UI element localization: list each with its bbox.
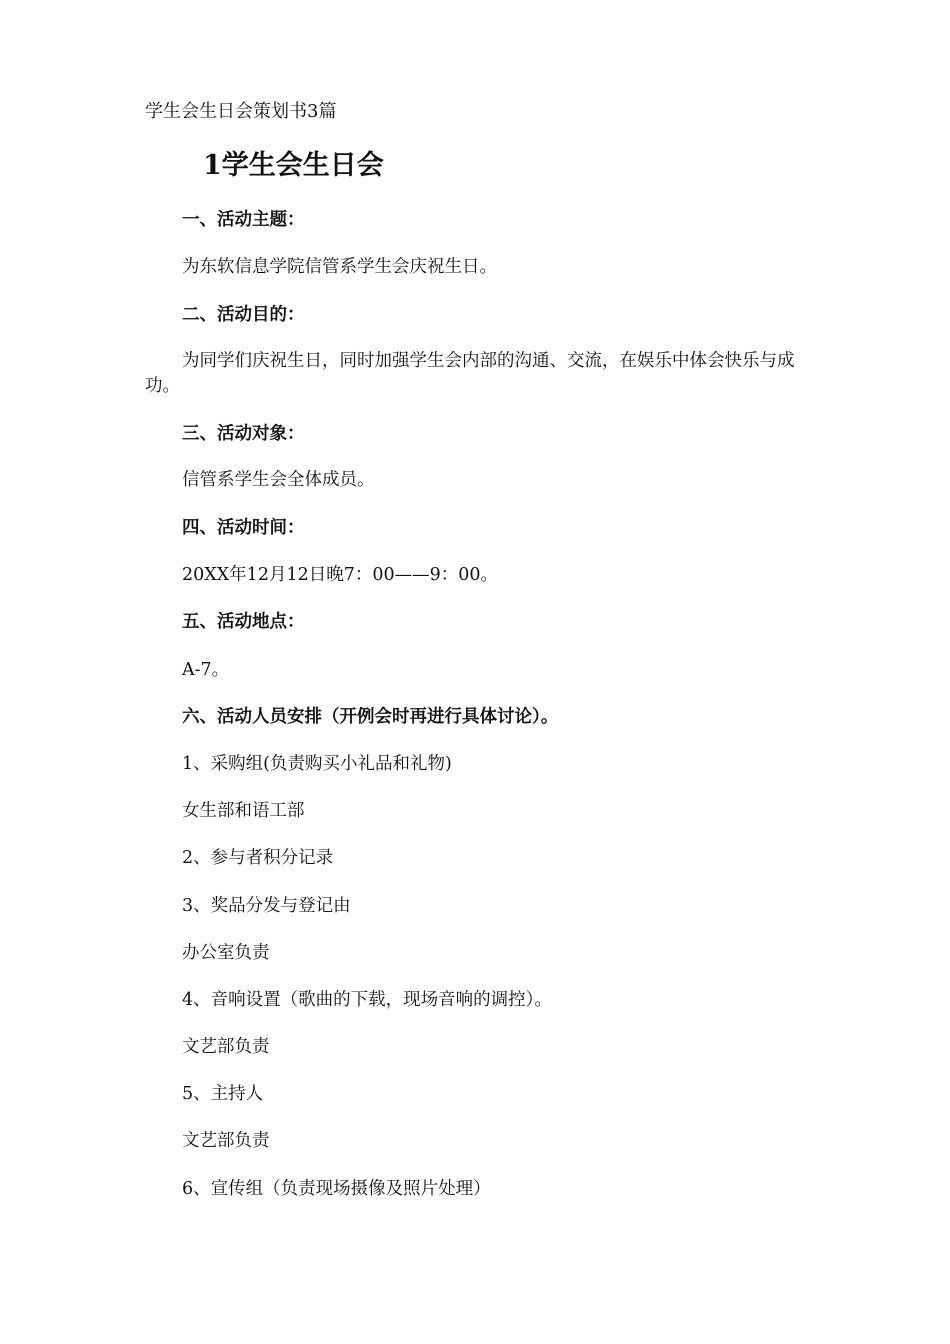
section-text-time: 20XX年12月12日晚7：00——9：00。 — [182, 565, 499, 585]
list-item: 办公室负责 — [182, 943, 270, 963]
section-heading-staffing: 六、活动人员安排（开例会时再进行具体讨论）。 — [182, 707, 559, 727]
section-heading-location: 五、活动地点： — [182, 612, 305, 632]
section-heading-audience: 三、活动对象： — [182, 424, 305, 444]
main-heading: 1学生会生日会 — [203, 150, 384, 181]
list-item: 4、音响设置（歌曲的下载，现场音响的调控）。 — [182, 990, 552, 1010]
section-heading-theme: 一、活动主题： — [182, 210, 305, 230]
section-heading-time: 四、活动时间： — [182, 518, 305, 538]
document-title: 学生会生日会策划书3篇 — [145, 101, 337, 122]
list-item: 女生部和语工部 — [182, 801, 305, 821]
list-item: 1、采购组(负责购买小礼品和礼物) — [182, 754, 452, 774]
list-item: 3、奖品分发与登记由 — [182, 896, 351, 916]
section-text-audience: 信管系学生会全体成员。 — [182, 470, 375, 490]
section-text-location: A-7。 — [182, 660, 230, 680]
list-item: 文艺部负责 — [182, 1037, 270, 1057]
section-text-purpose: 为同学们庆祝生日，同时加强学生会内部的沟通、交流，在娱乐中体会快乐与成功。 — [145, 351, 795, 396]
list-item: 6、宣传组（负责现场摄像及照片处理） — [182, 1179, 491, 1199]
list-item: 5、主持人 — [182, 1084, 264, 1104]
section-text-theme: 为东软信息学院信管系学生会庆祝生日。 — [182, 257, 497, 277]
list-item: 2、参与者积分记录 — [182, 848, 334, 868]
section-heading-purpose: 二、活动目的： — [182, 305, 305, 325]
list-item: 文艺部负责 — [182, 1131, 270, 1151]
